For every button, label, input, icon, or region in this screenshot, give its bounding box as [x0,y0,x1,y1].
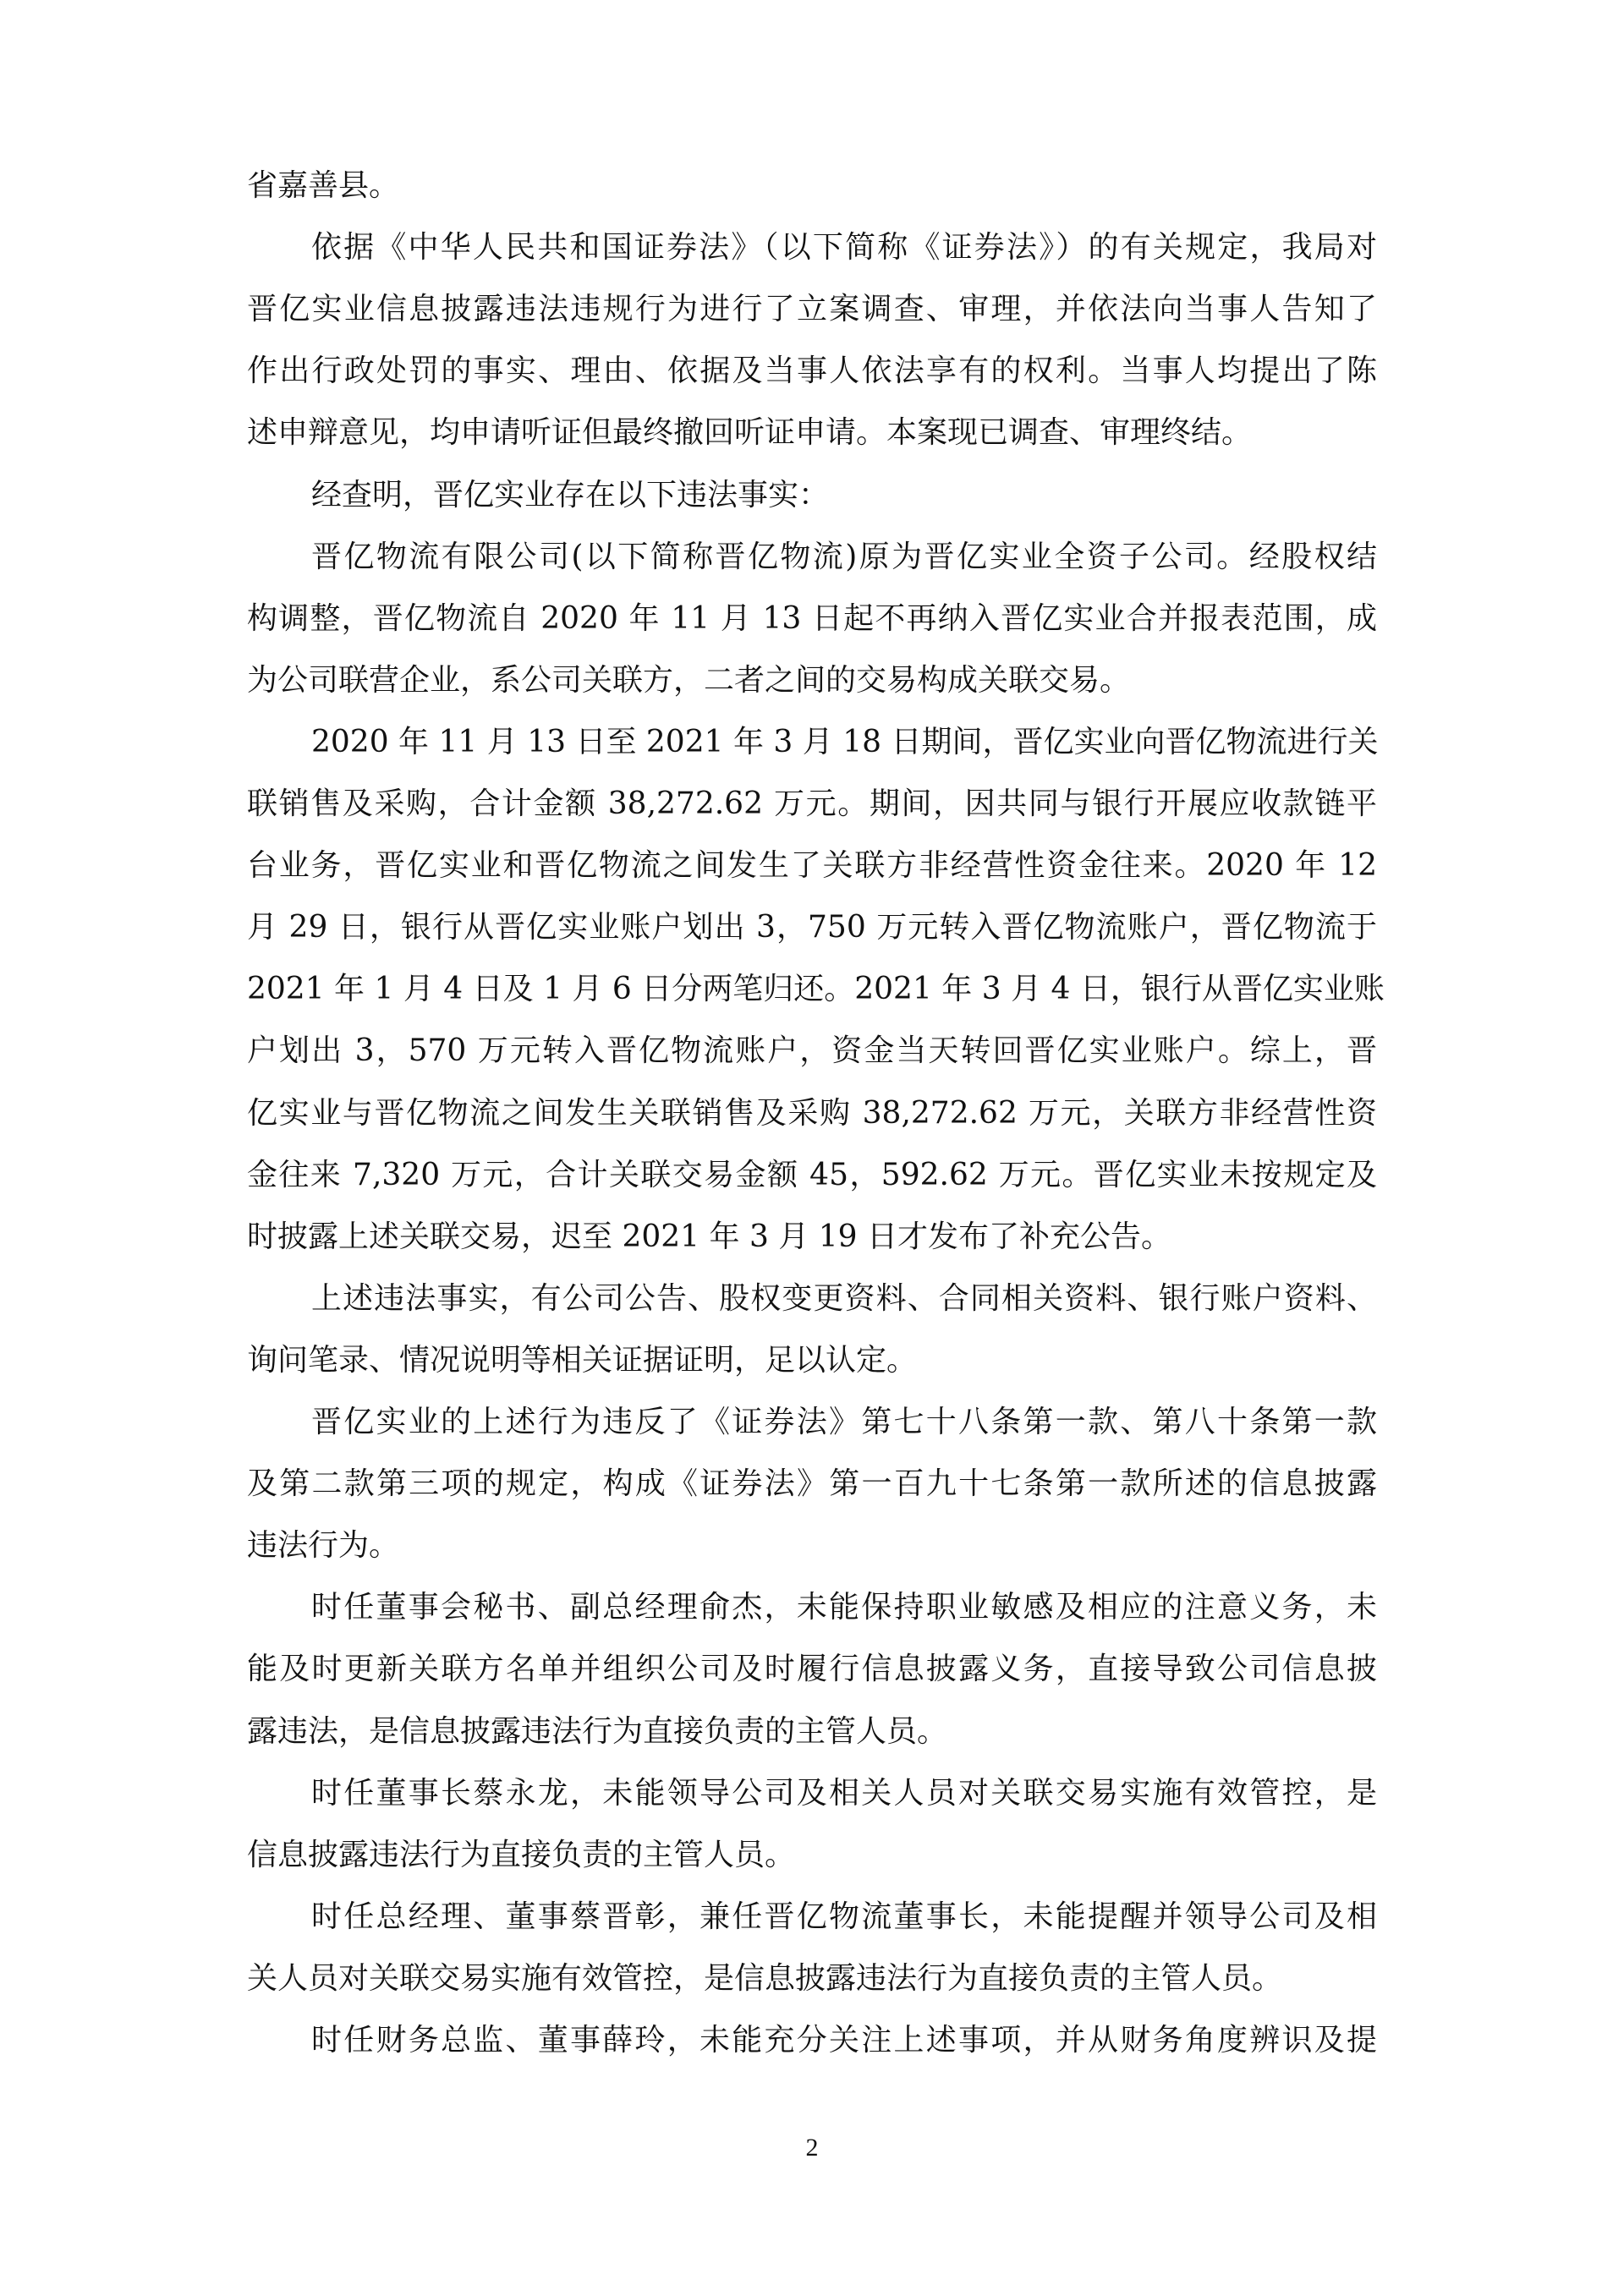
paragraph-first-line: 依据《中华人民共和国证券法》（以下简称《证券法》）的有关规定，我局对 [311,230,1377,266]
paragraph-first-line: 经查明，晋亿实业存在以下违法事实： [311,477,830,512]
paragraph-first-line: 晋亿物流有限公司(以下简称晋亿物流)原为晋亿实业全资子公司。经股权结 [311,539,1377,574]
text-line: 关人员对关联交易实施有效管控，是信息披露违法行为直接负责的主管人员。 [247,1960,1283,1996]
text-line: 省嘉善县。 [247,168,400,203]
text-line: 时披露上述关联交易，迟至 2021 年 3 月 19 日才发布了补充公告。 [247,1219,1171,1254]
text-line: 及第二款第三项的规定，构成《证券法》第一百九十七条第一款所述的信息披露 [247,1466,1377,1502]
text-line: 述申辩意见，均申请听证但最终撤回听证申请。本案现已调查、审理终结。 [247,415,1253,451]
text-line: 露违法，是信息披露违法行为直接负责的主管人员。 [247,1713,948,1749]
text-line: 询问笔录、情况说明等相关证据证明，足以认定。 [247,1342,918,1378]
text-line: 晋亿实业信息披露违法违规行为进行了立案调查、审理，并依法向当事人告知了 [247,292,1377,327]
paragraph-first-line: 晋亿实业的上述行为违反了《证券法》第七十八条第一款、第八十条第一款 [311,1405,1377,1439]
paragraph-first-line: 时任董事长蔡永龙，未能领导公司及相关人员对关联交易实施有效管控，是 [311,1775,1377,1811]
text-line: 为公司联营企业，系公司关联方，二者之间的交易构成关联交易。 [247,662,1131,698]
text-line: 作出行政处罚的事实、理由、依据及当事人依法享有的权利。当事人均提出了陈 [247,353,1377,389]
text-line: 2021 年 1 月 4 日及 1 月 6 日分两笔归还。2021 年 3 月 4 日，银行从晋亿实业账 [247,972,1385,1007]
page-number: 2 [805,2134,819,2162]
paragraph-first-line: 上述违法事实，有公司公告、股权变更资料、合同相关资料、银行账户资料、 [311,1280,1377,1316]
text-line: 能及时更新关联方名单并组织公司及时履行信息披露义务，直接导致公司信息披 [247,1652,1377,1687]
text-line: 户划出 3，570 万元转入晋亿物流账户，资金当天转回晋亿实业账户。综上，晋 [247,1033,1377,1069]
paragraph-first-line: 时任董事会秘书、副总经理俞杰，未能保持职业敏感及相应的注意义务，未 [311,1590,1377,1625]
text-line: 构调整，晋亿物流自 2020 年 11 月 13 日起不再纳入晋亿实业合并报表范围，成 [247,600,1377,636]
text-line: 信息披露违法行为直接负责的主管人员。 [247,1837,796,1872]
paragraph-first-line: 2020 年 11 月 13 日至 2021 年 3 月 18 日期间，晋亿实业向晋亿物流进行关 [311,724,1379,759]
paragraph-first-line: 时任总经理、董事蔡晋彰，兼任晋亿物流董事长，未能提醒并领导公司及相 [311,1899,1377,1934]
text-line: 月 29 日，银行从晋亿实业账户划出 3，750 万元转入晋亿物流账户，晋亿物流于 [247,910,1377,945]
text-line: 违法行为。 [247,1528,400,1564]
text-line: 台业务，晋亿实业和晋亿物流之间发生了关联方非经营性资金往来。2020 年 12 [247,848,1377,884]
text-line: 金往来 7,320 万元，合计关联交易金额 45，592.62 万元。晋亿实业未按规定及 [247,1157,1377,1192]
paragraph-first-line: 时任财务总监、董事薛玲，未能充分关注上述事项，并从财务角度辨识及提 [311,2023,1377,2058]
text-line: 联销售及采购，合计金额 38,272.62 万元。期间，因共同与银行开展应收款链平 [247,786,1377,821]
text-line: 亿实业与晋亿物流之间发生关联销售及采购 38,272.62 万元，关联方非经营性资 [247,1095,1377,1131]
